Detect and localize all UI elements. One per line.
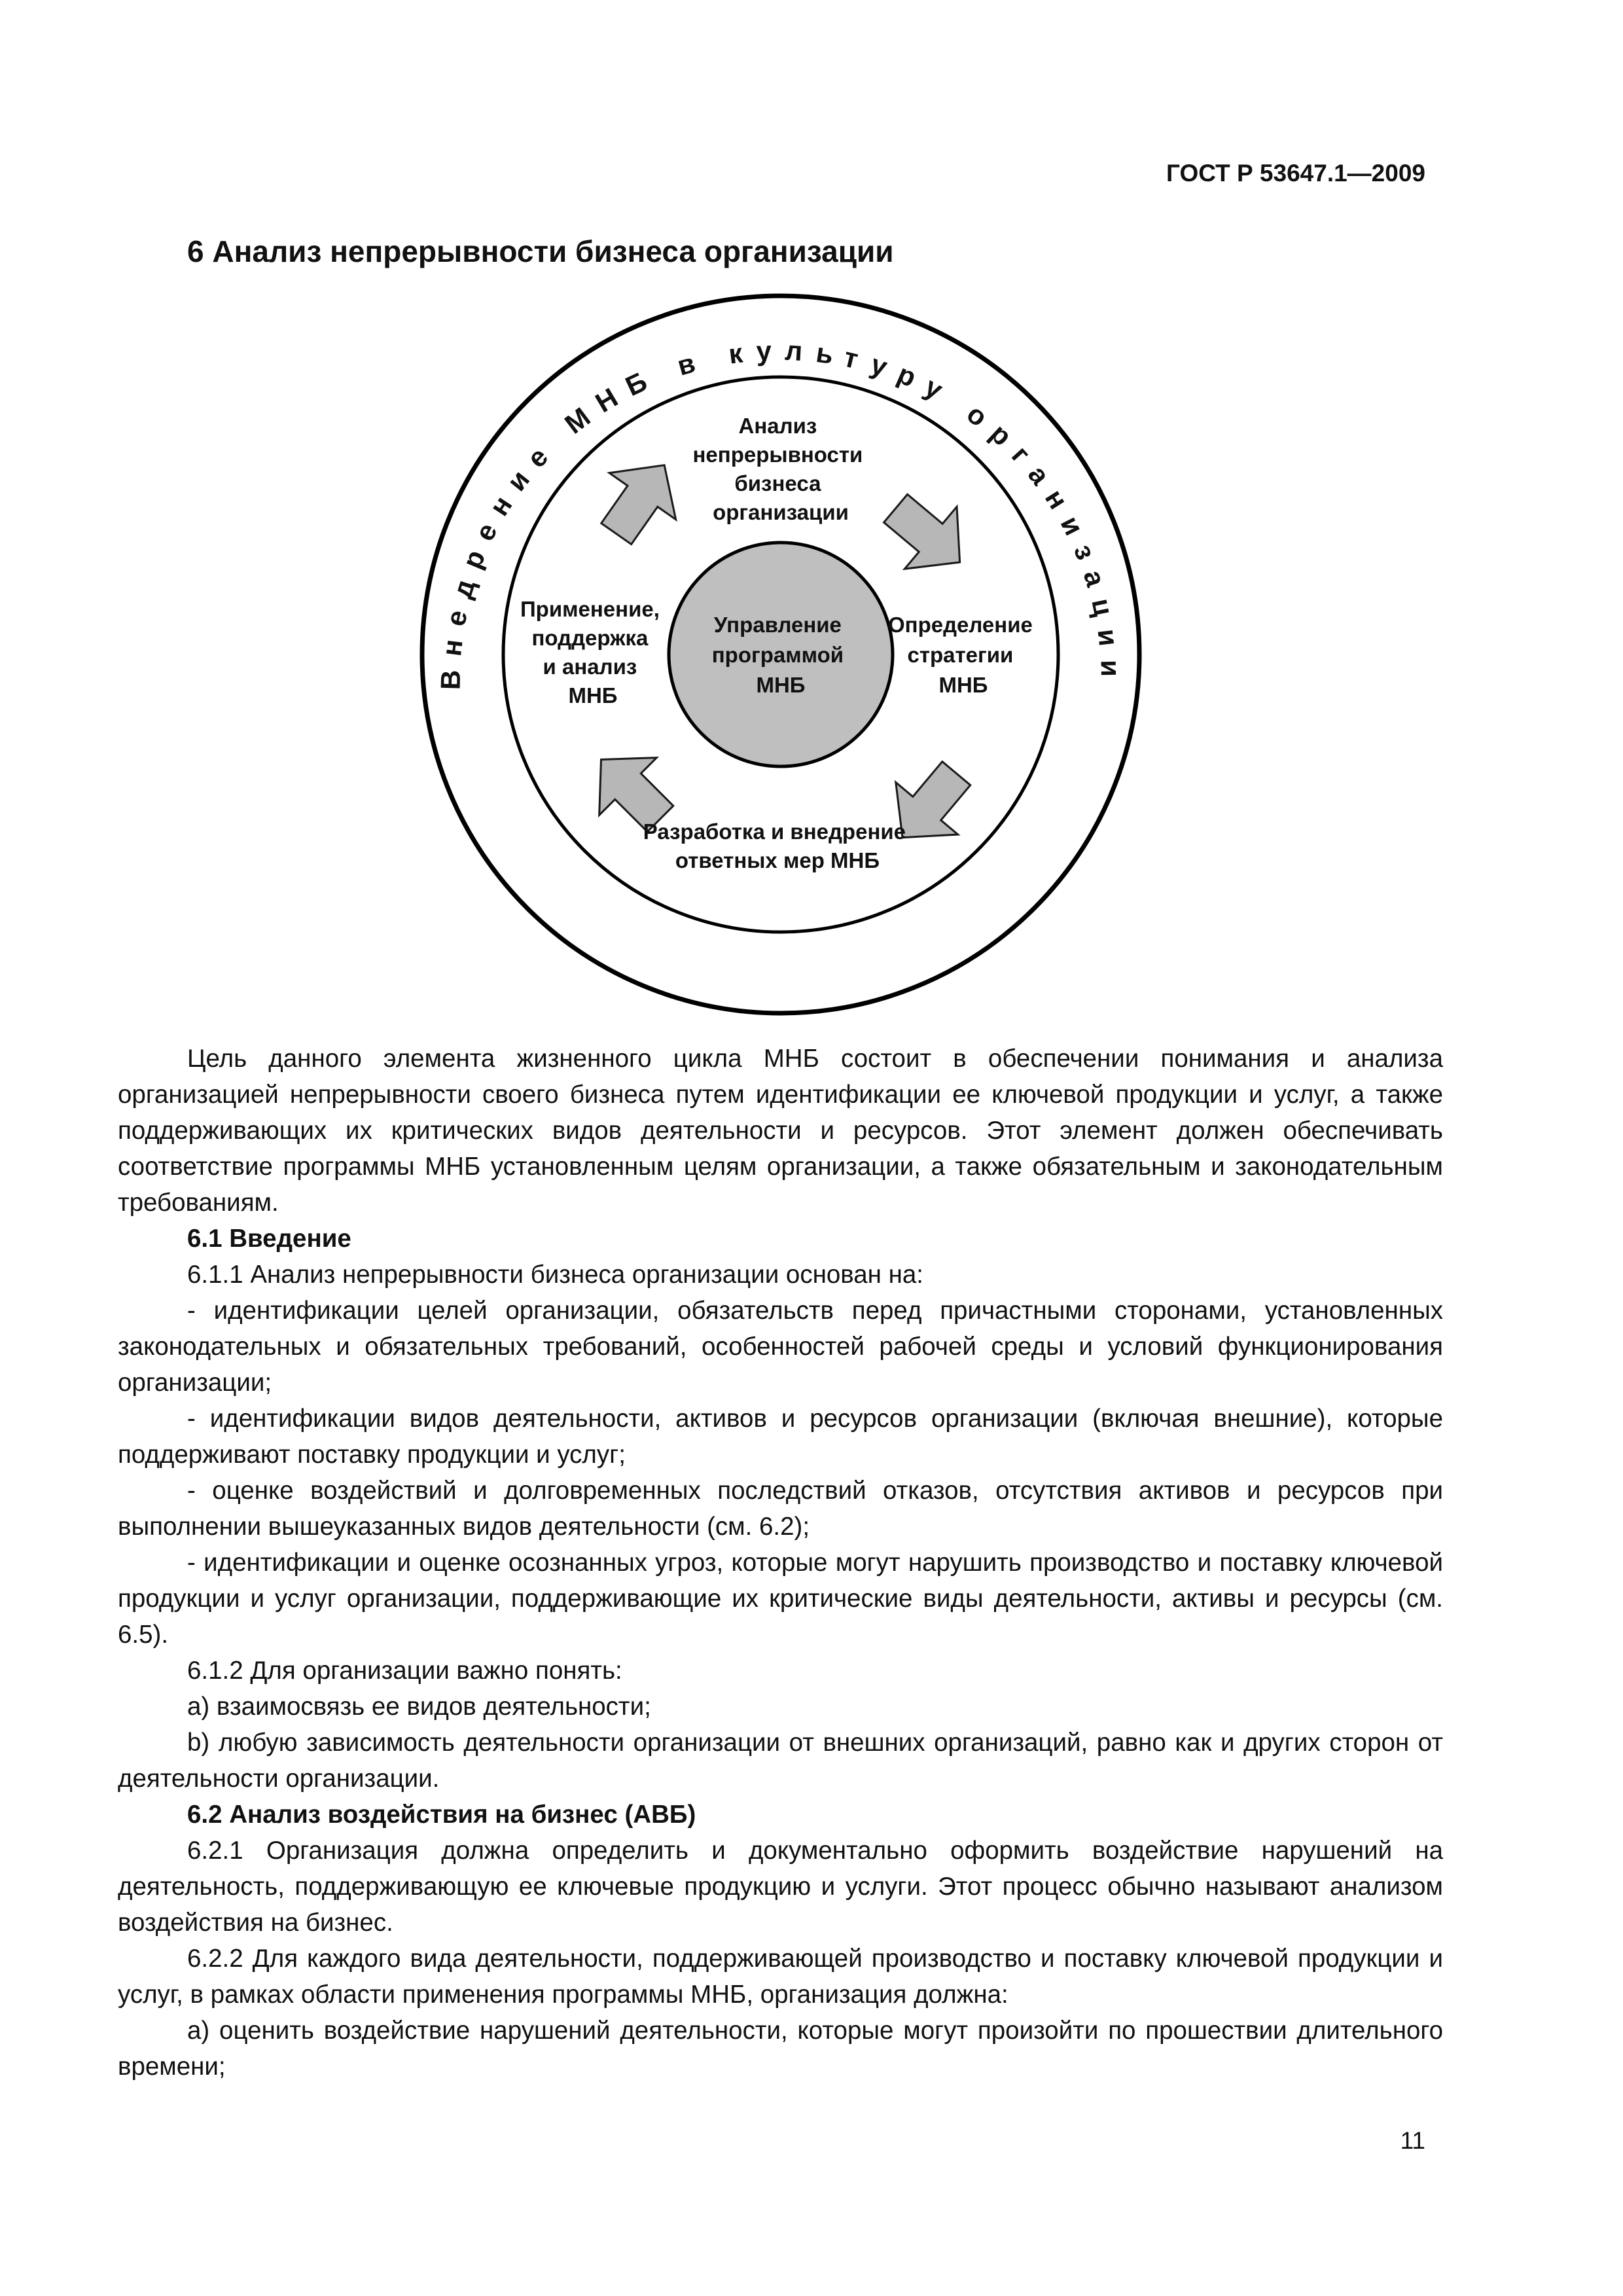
left-label: Применение, поддержка и анализ МНБ — [520, 597, 660, 708]
bottom-label: Разработка и внедрение ответных мер МНБ — [643, 819, 906, 872]
list-item: - идентификации и оценке осознанных угроз, которые могут нарушить производство и поставку ключевой продукции и услуг организации, поддерживающие их критические виды деятельности, активы и ресурсы (см. 6.5). — [118, 1549, 1443, 1649]
mnb-lifecycle-diagram — [0, 0, 1623, 1021]
body-text — [118, 1041, 1443, 2085]
subsection-heading-6-2: 6.2 Анализ воздействия на бизнес (АВБ) — [187, 1801, 696, 1829]
right-label: Определение стратегии МНБ — [887, 613, 1033, 697]
subsection-heading-6-1: 6.1 Введение — [187, 1225, 351, 1253]
ring-text: Внедрение МНБ в культуру организации — [435, 334, 1127, 691]
list-item: a) оценить воздействие нарушений деятельности, которые могут произойти по прошествии длительного времени; — [118, 2017, 1443, 2081]
list-item: - идентификации видов деятельности, активов и ресурсов организации (включая внешние), которые поддерживают поставку продукции и услуг; — [118, 1405, 1443, 1469]
page-number: 11 — [1400, 2127, 1425, 2154]
paragraph-6-1-1: 6.1.1 Анализ непрерывности бизнеса организации основан на: — [187, 1261, 923, 1289]
center-label: Управление программой МНБ — [711, 613, 844, 697]
arrow-to-top — [583, 442, 698, 557]
arrow-to-bottom — [872, 747, 988, 864]
list-item: a) взаимосвязь ее видов деятельности; — [187, 1693, 651, 1721]
paragraph-6-1-2: 6.1.2 Для организации важно понять: — [187, 1657, 622, 1685]
list-item: - оценке воздействий и долговременных последствий отказов, отсутствия активов и ресурсов при выполнении вышеуказанных видов деятельности (см. 6.2); — [118, 1477, 1443, 1541]
list-item: - идентификации целей организации, обязательств перед причастными сторонами, установленных законодательных и обязательных требований, особенностей рабочей среды и условий функционирования организации; — [118, 1297, 1443, 1397]
paragraph-6-2-2: 6.2.2 Для каждого вида деятельности, поддерживающей производство и поставку ключевой продукции и услуг, в рамках области применения программы МНБ, организация должна: — [118, 1945, 1443, 2009]
document-header: ГОСТ Р 53647.1—2009 — [1166, 160, 1425, 187]
arrow-to-right — [870, 477, 986, 593]
top-label: Анализ непрерывности бизнеса организации — [692, 414, 863, 524]
list-item: b) любую зависимость деятельности организации от внешних организаций, равно как и других сторон от деятельности организации. — [118, 1729, 1443, 1793]
paragraph-intro: Цель данного элемента жизненного цикла МНБ состоит в обеспечении понимания и анализа организацией непрерывности своего бизнеса путем идентификации ее ключевой продукции и услуг, а также поддерживающих их критических видов деятельности и ресурсов. Этот элемент должен обеспечивать соответствие программы МНБ установленным целям организации, а также обязательным и законодательным требованиям. — [118, 1045, 1443, 1217]
paragraph-6-2-1: 6.2.1 Организация должна определить и документально оформить воздействие нарушений на деятельность, поддерживающую ее ключевые продукцию и услуги. Этот процесс обычно называют анализом воздействия на бизнес. — [118, 1837, 1443, 1937]
section-title: 6 Анализ непрерывности бизнеса организации — [187, 234, 894, 268]
